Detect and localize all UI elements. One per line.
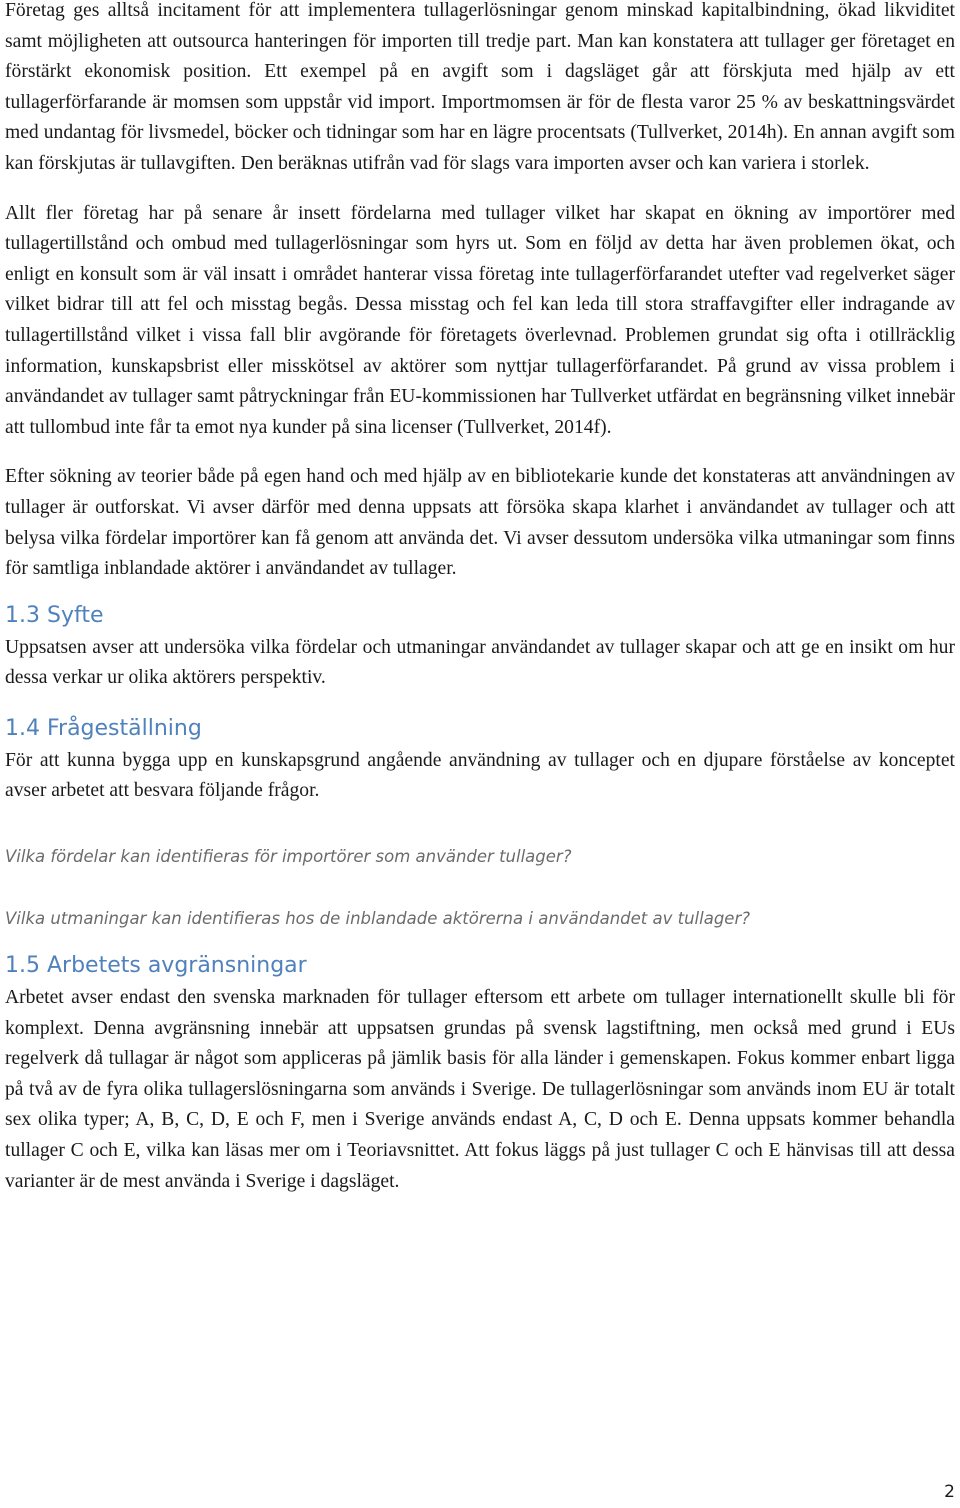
- heading-fragestallning: 1.4 Frågeställning: [5, 715, 202, 741]
- paragraph-research-gap: Efter sökning av teorier både på egen hand och med hjälp av en bibliotekarie kunde det konstateras att användningen av tullager är outforskat. Vi avser därför med denna uppsats att försöka skapa klarhet i användandet av tullager och att belysa vilka fördelar importörer kan få genom att använda det. Vi avser dessutom undersöka vilka utmaningar som finns för samtliga inblandade aktörer i användandet av tullager.: [5, 466, 955, 580]
- research-question-2: Vilka utmaningar kan identifieras hos de inblandade aktörerna i användandet av tullager?: [5, 909, 750, 929]
- heading-avgransningar: 1.5 Arbetets avgränsningar: [5, 953, 307, 979]
- research-question-1: Vilka fördelar kan identifieras för importörer som använder tullager?: [5, 847, 572, 867]
- paragraph-syfte: Uppsatsen avser att undersöka vilka fördelar och utmaningar användandet av tullager skapar och att ge en insikt om hur dessa verkar ur olika aktörers perspektiv.: [5, 636, 955, 689]
- document-page: [5, 0, 955, 1197]
- paragraph-problems: Allt fler företag har på senare år insett fördelarna med tullager vilket har skapat en ökning av importörer med tullagertillstånd och ombud med tullagerlösningar som hyrs ut. Som en följd av detta har även problemen ökat, och enligt en konsult som är väl insatt i området hanterar vissa företag inte tullagerförfarandet utefter vad regelverket säger vilket bidrar till att fel och misstag begås. Dessa misstag och fel kan leda till stora straffavgifter eller indragande av tullagertillstånd vilket i vissa fall blir avgörande för företagets överlevnad. Problemen grundat sig ofta i otillräcklig information, kunskapsbrist eller misskötsel av aktörer som nyttjar tullagerförfarandet. På grund av vissa problem i användandet av tullager samt påtryckningar från EU-kommissionen har Tullverket utfärdat en begränsning vilket innebär att tullombud inte får ta emot nya kunder på sina licenser (Tullverket, 2014f).: [5, 202, 955, 438]
- paragraph-avgransningar: Arbetet avser endast den svenska marknaden för tullager eftersom ett arbete om tullager internationellt skulle bli för komplext. Denna avgränsning innebär att uppsatsen grundas på svensk lagstiftning, men också med grund i EUs regelverk då tullagar är något som appliceras på jämlik basis för alla länder i gemenskapen. Fokus kommer enbart ligga på två av de fyra olika tullagerslösningarna som används i Sverige. De tullagerlösningar som används inom EU är totalt sex olika typer; A, B, C, D, E och F, men i Sverige används endast A, C, D och E. Denna uppsats kommer behandla tullager C och E, vilka kan läsas mer om i Teoriavsnittet. Att fokus läggs på just tullager C och E hänvisas till att dessa varianter är de mest använda i Sverige i dagsläget.: [5, 987, 955, 1192]
- page-number: 2: [944, 1482, 955, 1502]
- paragraph-fragestallning: För att kunna bygga upp en kunskapsgrund angående användning av tullager och en djupare förståelse av konceptet avser arbetet att besvara följande frågor.: [5, 749, 955, 802]
- heading-syfte: 1.3 Syfte: [5, 602, 104, 628]
- paragraph-incentives: Företag ges alltså incitament för att implementera tullagerlösningar genom minskad kapitalbindning, ökad likviditet samt möjligheten att outsourca hanteringen för importen till tredje part. Man kan konstatera att tullager ger företaget en förstärkt ekonomisk position. Ett exempel på en avgift som i dagsläget går att förskjuta med hjälp av ett tullagerförfarande är momsen som uppstår vid import. Importmomsen är för de flesta varor 25 % av beskattningsvärdet med undantag för livsmedel, böcker och tidningar som har en lägre procentsats (Tullverket, 2014h). En annan avgift som kan förskjutas är tullavgiften. Den beräknas utifrån vad för slags vara importen avser och kan variera i storlek.: [5, 0, 955, 174]
